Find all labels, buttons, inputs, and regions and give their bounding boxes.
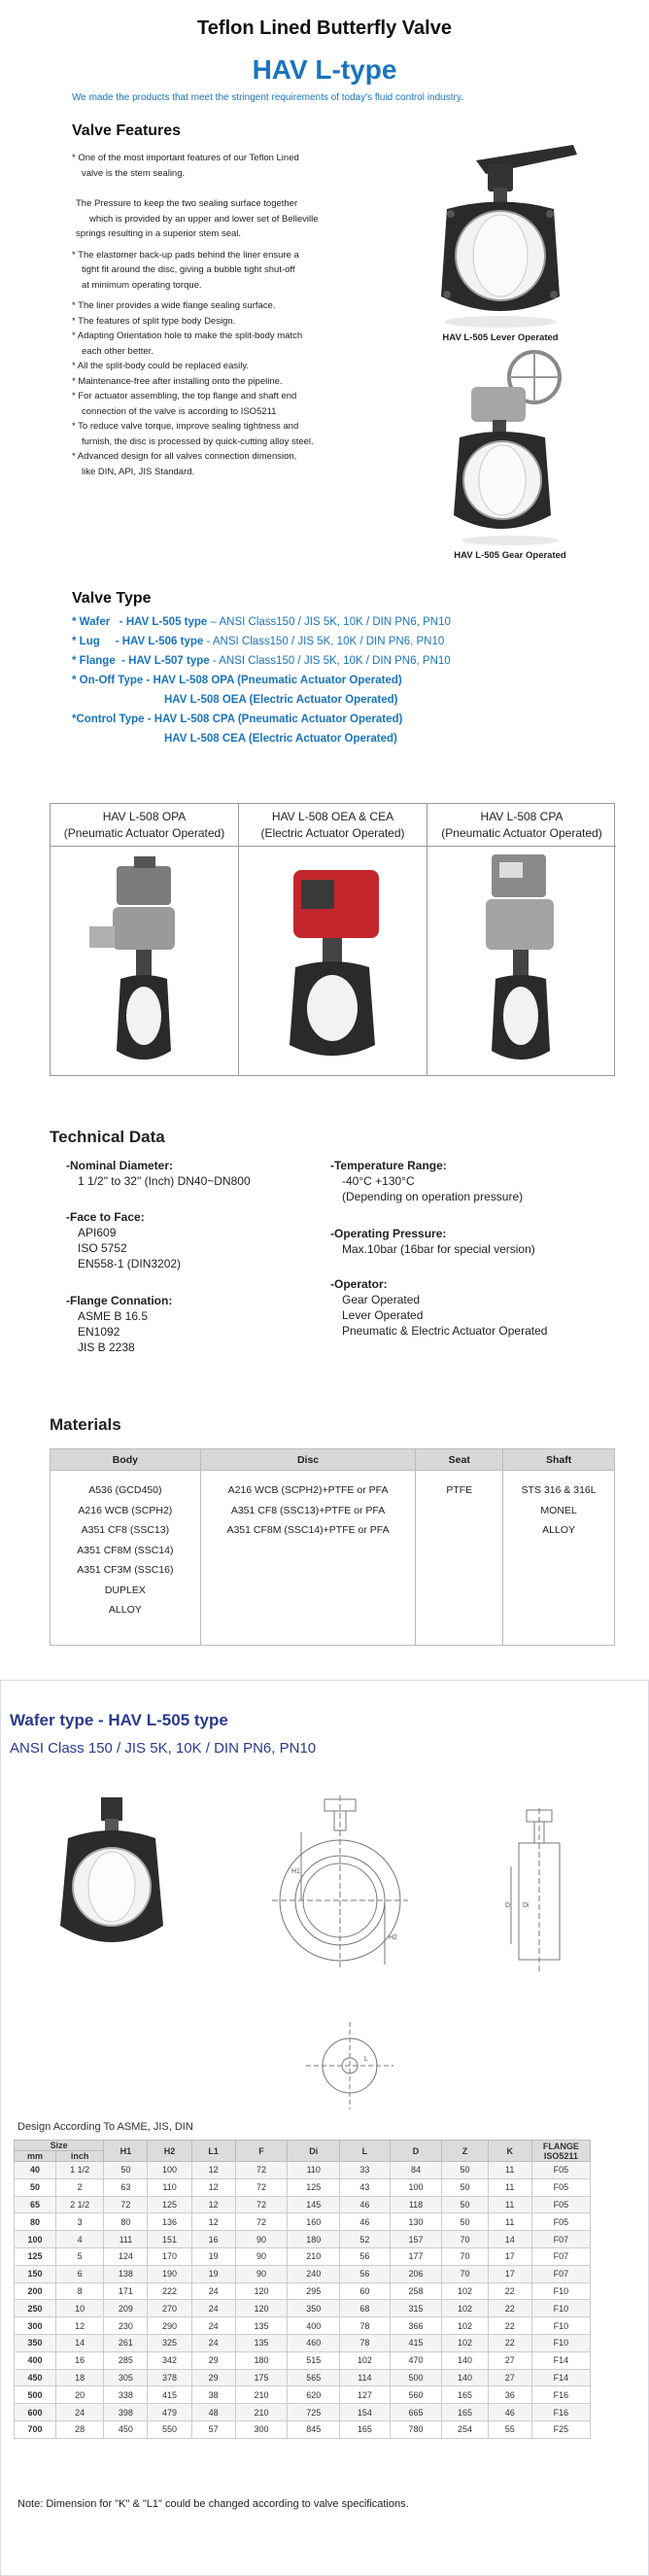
table-cell: 38 (191, 2386, 235, 2404)
table-cell: 24 (191, 2317, 235, 2335)
table-cell: 135 (235, 2317, 288, 2335)
table-cell: 400 (288, 2317, 340, 2335)
table-cell: F25 (531, 2420, 590, 2438)
table-cell: 124 (104, 2247, 148, 2265)
table-cell: 46 (340, 2196, 391, 2213)
table-cell: 350 (288, 2300, 340, 2317)
valve-type-row: * Wafer - HAV L-505 type – ANSI Class150 / JIS 5K, 10K / DIN PN6, PN10 (72, 616, 451, 628)
table-cell: 24 (191, 2300, 235, 2317)
table-cell: 28 (55, 2420, 103, 2438)
table-row (15, 2420, 591, 2438)
table-cell: 206 (390, 2265, 442, 2282)
table-cell: 16 (191, 2231, 235, 2248)
table-cell: 22 (488, 2334, 531, 2351)
design-note: Design According To ASME, JIS, DIN (17, 2121, 193, 2133)
table-cell: 11 (488, 2178, 531, 2196)
table-cell: 11 (488, 2162, 531, 2179)
table-cell: F16 (531, 2404, 590, 2421)
table-cell: 72 (235, 2213, 288, 2231)
size-header: Size (15, 2141, 104, 2151)
table-cell: 17 (488, 2247, 531, 2265)
table-cell: 50 (442, 2162, 488, 2179)
table-row (15, 2300, 591, 2317)
h1-label: H1 (291, 1868, 300, 1875)
table-cell: 285 (104, 2351, 148, 2369)
table-cell: 29 (191, 2369, 235, 2386)
table-cell: 450 (15, 2369, 56, 2386)
wafer-heading: Wafer type - HAV L-505 type (10, 1711, 228, 1729)
wafer-top-flange-drawing (306, 2022, 393, 2109)
gear-caption: HAV L-505 Gear Operated (454, 550, 566, 561)
table-cell: 450 (104, 2420, 148, 2438)
tagline: We made the products that meet the stringent requirements of today's fluid control industry. (72, 92, 463, 103)
wafer-side-drawing (505, 1808, 573, 1973)
table-cell: 90 (235, 2231, 288, 2248)
feature-item-cont: furnish, the disc is processed by quick-cutting alloy steel. (82, 435, 314, 447)
table-cell: 46 (488, 2404, 531, 2421)
table-cell: 114 (340, 2369, 391, 2386)
gear-operated-valve-image (432, 348, 598, 547)
wafer-front-drawing (262, 1793, 418, 1978)
col-header: H2 (148, 2141, 191, 2162)
table-cell: 165 (340, 2420, 391, 2438)
table-cell: 210 (235, 2386, 288, 2404)
table-cell: 11 (488, 2196, 531, 2213)
table-cell: 5 (55, 2247, 103, 2265)
materials-body-cell: A536 (GCD450) A216 WCB (SCPH2) A351 CF8 (SSC13) A351 CF8M (SSC14) A351 CF3M (SSC16) DUPLEX ALLOY (51, 1471, 201, 1646)
table-cell: 50 (442, 2178, 488, 2196)
table-cell: 110 (148, 2178, 191, 2196)
table-cell: 398 (104, 2404, 148, 2421)
table-cell: 100 (390, 2178, 442, 2196)
table-cell: 315 (390, 2300, 442, 2317)
wafer-subheading: ANSI Class 150 / JIS 5K, 10K / DIN PN6, PN10 (10, 1740, 317, 1757)
table-cell: 56 (340, 2265, 391, 2282)
features-list (72, 151, 363, 479)
table-cell: 180 (235, 2351, 288, 2369)
table-cell: 70 (442, 2247, 488, 2265)
table-cell: F10 (531, 2334, 590, 2351)
table-cell: 200 (15, 2282, 56, 2300)
table-cell: 125 (288, 2178, 340, 2196)
table-cell: 150 (15, 2265, 56, 2282)
control-pneumatic-actuator-valve-image (427, 847, 614, 1074)
feature-item: * The liner provides a wide flange sealing surface. (72, 300, 276, 311)
table-cell: 171 (104, 2282, 148, 2300)
table-cell: 111 (104, 2231, 148, 2248)
materials-header-body: Body (51, 1449, 201, 1471)
table-cell: 165 (442, 2386, 488, 2404)
table-cell: 48 (191, 2404, 235, 2421)
actuator-table (50, 803, 615, 1076)
table-cell: 230 (104, 2317, 148, 2335)
table-cell: 50 (442, 2213, 488, 2231)
table-cell: 110 (288, 2162, 340, 2179)
table-cell: 415 (390, 2334, 442, 2351)
table-row (15, 2231, 591, 2248)
table-cell: 78 (340, 2334, 391, 2351)
table-cell: 4 (55, 2231, 103, 2248)
table-cell: 70 (442, 2231, 488, 2248)
feature-item: * To reduce valve torque, improve sealing tightness and (72, 421, 299, 432)
table-cell: 14 (55, 2334, 103, 2351)
table-cell: 19 (191, 2247, 235, 2265)
table-cell: 43 (340, 2178, 391, 2196)
table-cell: 90 (235, 2265, 288, 2282)
col-header: L (340, 2141, 391, 2162)
table-cell: 780 (390, 2420, 442, 2438)
table-cell: 222 (148, 2282, 191, 2300)
tech-nominal-diameter: -Nominal Diameter: 1 1/2" to 32" (Inch) DN40~DN800 (66, 1159, 251, 1188)
table-cell: 102 (340, 2351, 391, 2369)
table-cell: 240 (288, 2265, 340, 2282)
table-row (15, 2334, 591, 2351)
table-cell: 560 (390, 2386, 442, 2404)
table-row (15, 2265, 591, 2282)
table-cell: 338 (104, 2386, 148, 2404)
table-cell: F07 (531, 2231, 590, 2248)
table-cell: 72 (235, 2196, 288, 2213)
valve-type-heading: Valve Type (72, 590, 152, 607)
di-label: Di (523, 1902, 529, 1909)
table-cell: F05 (531, 2162, 590, 2179)
table-cell: 102 (442, 2282, 488, 2300)
col-header: L1 (191, 2141, 235, 2162)
table-cell: 620 (288, 2386, 340, 2404)
actuator-cpa: HAV L-508 CPA (Pneumatic Actuator Operated) (427, 804, 616, 1075)
feature-item-cont: valve is the stem sealing. (82, 167, 186, 179)
table-cell: 36 (488, 2386, 531, 2404)
valve-type-row: * On-Off Type - HAV L-508 OPA (Pneumatic Actuator Operated) (72, 675, 402, 686)
table-cell: 22 (488, 2282, 531, 2300)
table-cell: 72 (104, 2196, 148, 2213)
table-cell: 127 (340, 2386, 391, 2404)
table-cell: 63 (104, 2178, 148, 2196)
table-cell: F05 (531, 2178, 590, 2196)
table-cell: 90 (235, 2247, 288, 2265)
table-cell: 14 (488, 2231, 531, 2248)
table-cell: F05 (531, 2196, 590, 2213)
table-cell: 3 (55, 2213, 103, 2231)
table-row (15, 2162, 591, 2179)
table-cell: 50 (15, 2178, 56, 2196)
table-row (15, 2369, 591, 2386)
col-header-flange: FLANGE ISO5211 (531, 2141, 590, 2162)
table-cell: 130 (390, 2213, 442, 2231)
feature-item-cont: at minimum operating torque. (82, 279, 202, 291)
table-cell: 300 (235, 2420, 288, 2438)
tech-flange-connation: -Flange Connation: ASME B 16.5 EN1092 JIS B 2238 (66, 1294, 173, 1354)
table-cell: 100 (15, 2231, 56, 2248)
table-cell: 118 (390, 2196, 442, 2213)
table-cell: 102 (442, 2317, 488, 2335)
table-cell: 250 (15, 2300, 56, 2317)
table-cell: 80 (15, 2213, 56, 2231)
table-cell: 8 (55, 2282, 103, 2300)
features-heading: Valve Features (72, 122, 182, 139)
table-cell: 180 (288, 2231, 340, 2248)
page-title: Teflon Lined Butterfly Valve (197, 17, 452, 39)
table-cell: 140 (442, 2369, 488, 2386)
table-cell: 40 (15, 2162, 56, 2179)
table-cell: 175 (235, 2369, 288, 2386)
table-cell: 145 (288, 2196, 340, 2213)
table-cell: F10 (531, 2300, 590, 2317)
table-cell: 11 (488, 2213, 531, 2231)
table-cell: 24 (55, 2404, 103, 2421)
table-cell: 210 (235, 2404, 288, 2421)
table-cell: 325 (148, 2334, 191, 2351)
col-header: H1 (104, 2141, 148, 2162)
table-cell: 125 (148, 2196, 191, 2213)
actuator-oea-cea: HAV L-508 OEA & CEA (Electric Actuator Operated) (239, 804, 427, 1075)
feature-item: * One of the most important features of our Teflon Lined (72, 153, 299, 163)
feature-item: The Pressure to keep the two sealing surface together (76, 198, 298, 209)
table-cell: 78 (340, 2317, 391, 2335)
table-cell: F14 (531, 2351, 590, 2369)
table-cell: 500 (390, 2369, 442, 2386)
tech-operating-pressure: -Operating Pressure: Max.10bar (16bar for special version) (330, 1227, 535, 1256)
table-cell: 50 (442, 2196, 488, 2213)
table-cell: 55 (488, 2420, 531, 2438)
table-cell: F16 (531, 2386, 590, 2404)
valve-type-row: HAV L-508 CEA (Electric Actuator Operated) (164, 733, 397, 745)
table-cell: 50 (104, 2162, 148, 2179)
table-cell: 12 (191, 2213, 235, 2231)
table-cell: 12 (191, 2178, 235, 2196)
table-cell: 125 (15, 2247, 56, 2265)
col-header: Di (288, 2141, 340, 2162)
table-cell: 135 (235, 2334, 288, 2351)
table-cell: 68 (340, 2300, 391, 2317)
table-cell: 258 (390, 2282, 442, 2300)
table-cell: 84 (390, 2162, 442, 2179)
feature-item-cont: connection of the valve is according to ISO5211 (82, 405, 277, 417)
lever-caption: HAV L-505 Lever Operated (442, 332, 559, 343)
electric-actuator-valve-image (239, 847, 426, 1074)
technical-heading: Technical Data (50, 1128, 165, 1146)
table-cell: 24 (191, 2334, 235, 2351)
table-cell: 366 (390, 2317, 442, 2335)
table-cell: 60 (340, 2282, 391, 2300)
table-cell: 22 (488, 2317, 531, 2335)
h2-label: H2 (389, 1934, 397, 1941)
table-cell: F14 (531, 2369, 590, 2386)
col-header: D (390, 2141, 442, 2162)
table-cell: 10 (55, 2300, 103, 2317)
table-cell: 210 (288, 2247, 340, 2265)
valve-type-row: * Flange - HAV L-507 type - ANSI Class150 / JIS 5K, 10K / DIN PN6, PN10 (72, 655, 451, 667)
table-cell: 120 (235, 2282, 288, 2300)
tech-face-to-face: -Face to Face: API609 ISO 5752 EN558-1 (DIN3202) (66, 1210, 182, 1271)
table-cell: 270 (148, 2300, 191, 2317)
table-row (15, 2196, 591, 2213)
table-cell: 305 (104, 2369, 148, 2386)
table-cell: 65 (15, 2196, 56, 2213)
table-cell: 665 (390, 2404, 442, 2421)
table-cell: 20 (55, 2386, 103, 2404)
table-cell: 138 (104, 2265, 148, 2282)
table-cell: 342 (148, 2351, 191, 2369)
table-cell: 70 (442, 2265, 488, 2282)
table-cell: 102 (442, 2300, 488, 2317)
feature-item: * All the split-body could be replaced easily. (72, 361, 250, 371)
table-row (15, 2178, 591, 2196)
feature-item-cont: which is provided by an upper and lower set of Belleville (89, 213, 319, 225)
tech-operator: -Operator: Gear Operated Lever Operated Pneumatic & Electric Actuator Operated (330, 1277, 548, 1338)
table-cell: 300 (15, 2317, 56, 2335)
table-cell: 479 (148, 2404, 191, 2421)
table-cell: 160 (288, 2213, 340, 2231)
table-cell: 100 (148, 2162, 191, 2179)
col-header: F (235, 2141, 288, 2162)
table-cell: 295 (288, 2282, 340, 2300)
table-cell: 154 (340, 2404, 391, 2421)
table-cell: 2 (55, 2178, 103, 2196)
feature-item-cont: springs resulting in a superior stem seal. (76, 228, 242, 239)
table-row (15, 2386, 591, 2404)
table-cell: 46 (340, 2213, 391, 2231)
valve-type-list (72, 612, 451, 748)
table-row (15, 2282, 591, 2300)
table-cell: 400 (15, 2351, 56, 2369)
col-header: Z (442, 2141, 488, 2162)
materials-heading: Materials (50, 1415, 121, 1434)
valve-type-row: * Lug - HAV L-506 type - ANSI Class150 / JIS 5K, 10K / DIN PN6, PN10 (72, 636, 445, 647)
valve-type-row: *Control Type - HAV L-508 CPA (Pneumatic Actuator Operated) (72, 714, 403, 725)
table-cell: F07 (531, 2247, 590, 2265)
feature-item: * Adapting Orientation hole to make the split-body match (72, 331, 303, 341)
table-cell: 16 (55, 2351, 103, 2369)
col-header: K (488, 2141, 531, 2162)
table-cell: 460 (288, 2334, 340, 2351)
materials-header-disc: Disc (200, 1449, 416, 1471)
materials-seat-cell: PTFE (416, 1471, 503, 1646)
table-cell: 57 (191, 2420, 235, 2438)
table-cell: 725 (288, 2404, 340, 2421)
table-cell: 17 (488, 2265, 531, 2282)
table-cell: 209 (104, 2300, 148, 2317)
table-cell: 12 (191, 2162, 235, 2179)
d-label: D (505, 1902, 511, 1909)
wafer-valve-photo (49, 1793, 175, 1959)
pneumatic-actuator-valve-image (51, 847, 237, 1074)
table-cell: 165 (442, 2404, 488, 2421)
table-cell: 19 (191, 2265, 235, 2282)
col-header-mm: mm (15, 2151, 56, 2162)
valve-type-row: HAV L-508 OEA (Electric Actuator Operated) (164, 694, 398, 706)
l-label: L (364, 2056, 368, 2063)
dimension-table (14, 2140, 591, 2439)
table-cell: 350 (15, 2334, 56, 2351)
table-cell: 27 (488, 2369, 531, 2386)
table-cell: 24 (191, 2282, 235, 2300)
table-cell: 72 (235, 2162, 288, 2179)
table-cell: F05 (531, 2213, 590, 2231)
table-cell: 6 (55, 2265, 103, 2282)
feature-item: * The elastomer back-up pads behind the liner ensure a (72, 249, 299, 261)
table-cell: 157 (390, 2231, 442, 2248)
materials-table (50, 1448, 615, 1646)
table-cell: 470 (390, 2351, 442, 2369)
tech-temperature: -Temperature Range: -40°C +130°C (Depending on operation pressure) (330, 1159, 524, 1203)
table-cell: 72 (235, 2178, 288, 2196)
feature-item-cont: tight fit around the disc, giving a bubble tight shut-off (82, 264, 295, 275)
table-cell: 500 (15, 2386, 56, 2404)
table-cell: 2 1/2 (55, 2196, 103, 2213)
table-cell: 102 (442, 2334, 488, 2351)
table-cell: 254 (442, 2420, 488, 2438)
table-cell: 515 (288, 2351, 340, 2369)
table-cell: 27 (488, 2351, 531, 2369)
product-line-title: HAV L-type (252, 54, 397, 85)
table-cell: 18 (55, 2369, 103, 2386)
table-cell: 378 (148, 2369, 191, 2386)
materials-disc-cell: A216 WCB (SCPH2)+PTFE or PFA A351 CF8 (SSC13)+PTFE or PFA A351 CF8M (SSC14)+PTFE or PFA (200, 1471, 416, 1646)
table-cell: 140 (442, 2351, 488, 2369)
table-cell: F10 (531, 2282, 590, 2300)
table-cell: 1 1/2 (55, 2162, 103, 2179)
table-cell: 56 (340, 2247, 391, 2265)
materials-header-seat: Seat (416, 1449, 503, 1471)
table-cell: 177 (390, 2247, 442, 2265)
feature-item: * Advanced design for all valves connection dimension, (72, 451, 297, 462)
table-cell: 136 (148, 2213, 191, 2231)
feature-item: * Maintenance-free after installing onto the pipeline. (72, 375, 283, 387)
table-cell: 845 (288, 2420, 340, 2438)
table-cell: 600 (15, 2404, 56, 2421)
feature-item-cont: like DIN, API, JIS Standard. (82, 466, 195, 477)
table-cell: 170 (148, 2247, 191, 2265)
table-cell: 12 (55, 2317, 103, 2335)
materials-header-shaft: Shaft (503, 1449, 615, 1471)
table-cell: 550 (148, 2420, 191, 2438)
table-cell: 261 (104, 2334, 148, 2351)
table-cell: 290 (148, 2317, 191, 2335)
table-cell: 151 (148, 2231, 191, 2248)
col-header-inch: inch (55, 2151, 103, 2162)
table-cell: 120 (235, 2300, 288, 2317)
table-cell: 700 (15, 2420, 56, 2438)
table-row (15, 2351, 591, 2369)
table-row (15, 2317, 591, 2335)
feature-item: * For actuator assembling, the top flange and shaft end (72, 391, 297, 401)
table-cell: F10 (531, 2317, 590, 2335)
dimension-note: Note: Dimension for "K" & "L1" could be changed according to valve specifications. (17, 2498, 409, 2510)
feature-item-cont: each other better. (82, 345, 154, 357)
table-cell: 80 (104, 2213, 148, 2231)
table-cell: 415 (148, 2386, 191, 2404)
table-cell: 565 (288, 2369, 340, 2386)
table-cell: 52 (340, 2231, 391, 2248)
table-cell: 12 (191, 2196, 235, 2213)
feature-item: * The features of split type body Design. (72, 315, 236, 327)
actuator-opa: HAV L-508 OPA (Pneumatic Actuator Operated) (51, 804, 239, 1075)
table-row (15, 2247, 591, 2265)
table-row (15, 2404, 591, 2421)
table-row (15, 2213, 591, 2231)
table-cell: 190 (148, 2265, 191, 2282)
materials-shaft-cell: STS 316 & 316L MONEL ALLOY (503, 1471, 615, 1646)
table-cell: 33 (340, 2162, 391, 2179)
table-cell: 29 (191, 2351, 235, 2369)
table-cell: F07 (531, 2265, 590, 2282)
lever-operated-valve-image (418, 141, 583, 331)
table-cell: 22 (488, 2300, 531, 2317)
